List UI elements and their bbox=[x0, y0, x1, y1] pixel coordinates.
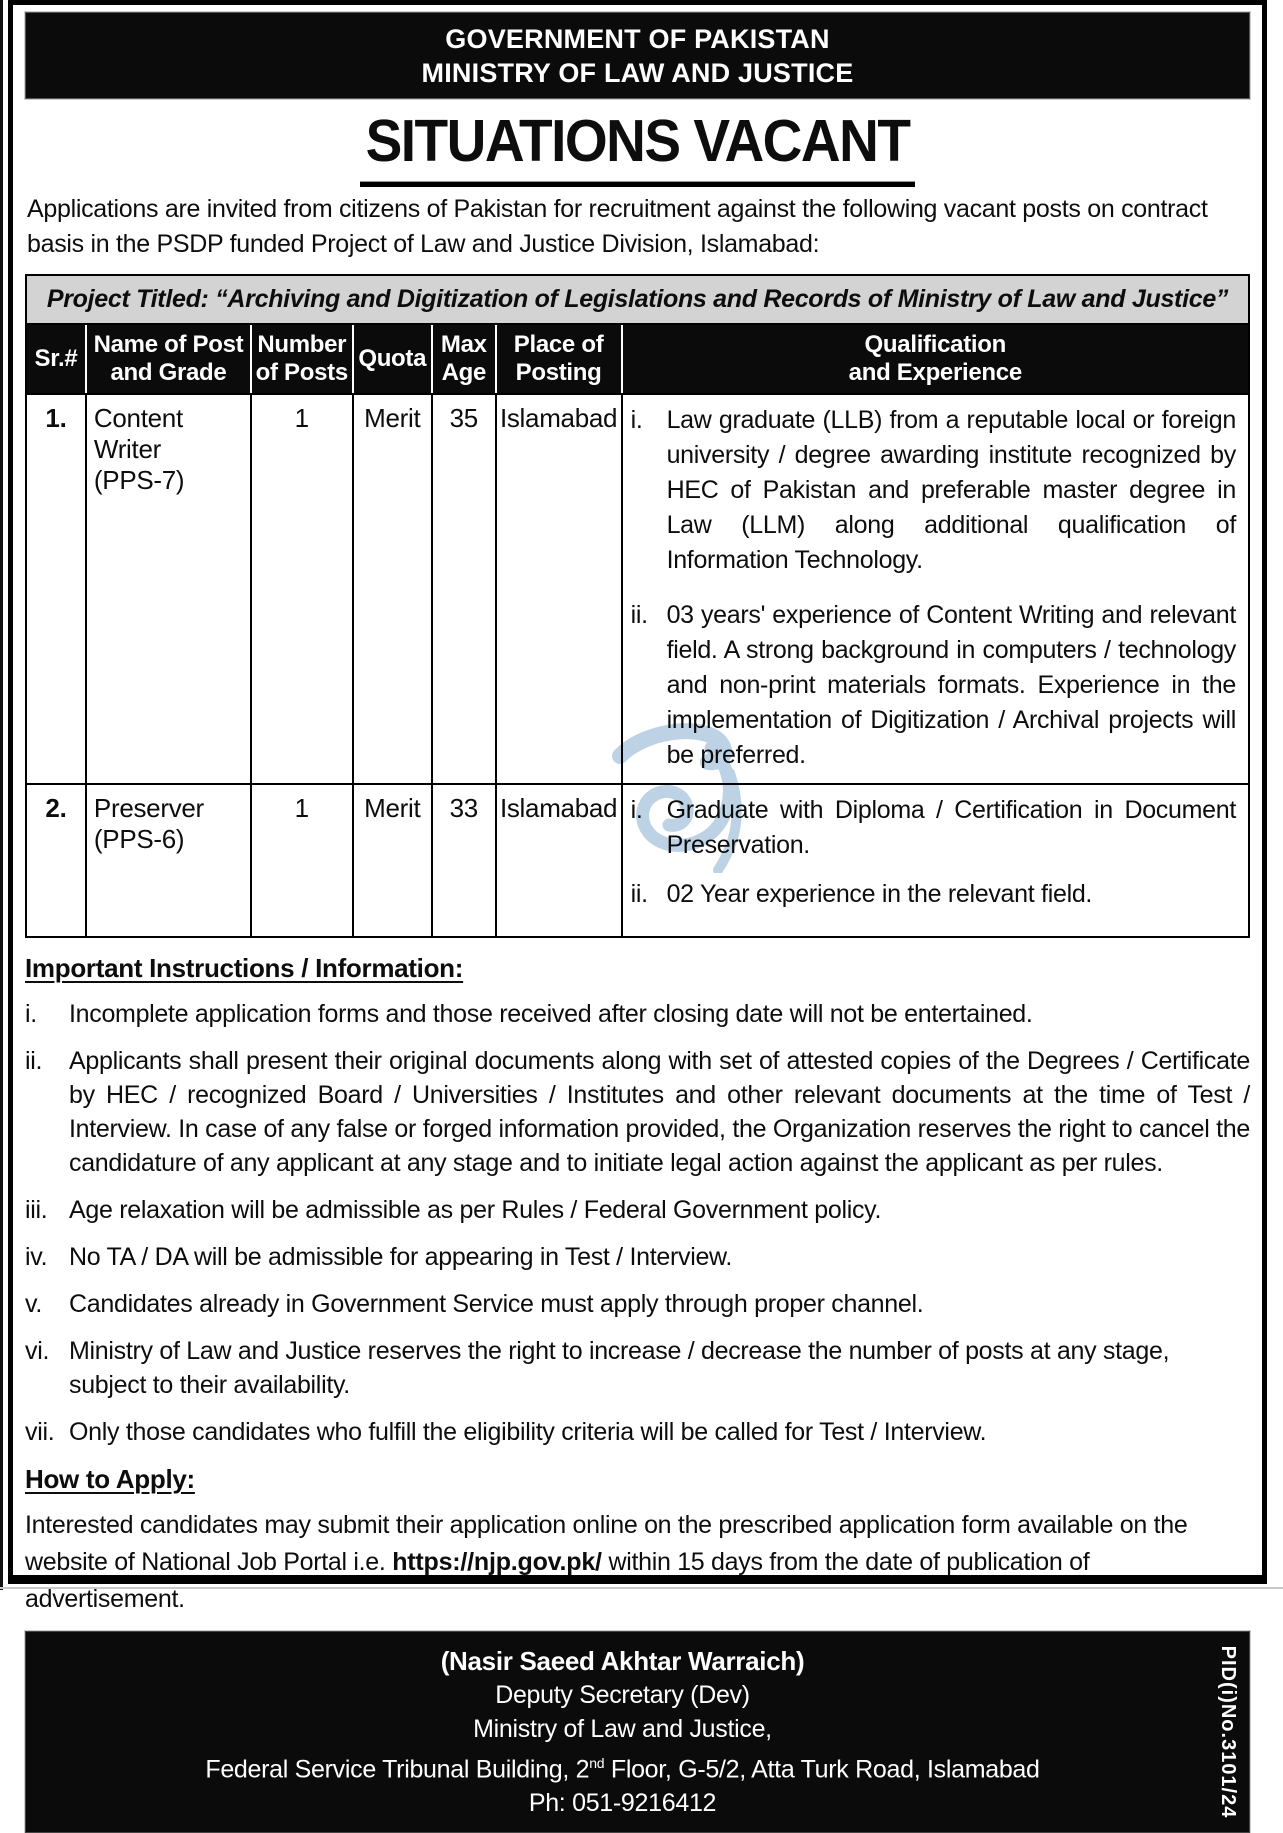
instruction-text: No TA / DA will be admissible for appearing in Test / Interview. bbox=[69, 1243, 733, 1271]
list-marker: iv. bbox=[25, 1243, 48, 1271]
ministry-name: MINISTRY OF LAW AND JUSTICE bbox=[421, 58, 854, 88]
signatory-designation: Deputy Secretary (Dev) bbox=[495, 1681, 750, 1709]
phone-number: Ph: 051-9216412 bbox=[528, 1789, 717, 1818]
how-to-apply-paragraph bbox=[25, 1507, 1250, 1618]
newspaper-column-rule-left bbox=[0, 0, 3, 1590]
instruction-item bbox=[25, 1193, 1250, 1227]
instruction-item bbox=[25, 1287, 1250, 1321]
row2-number-of-posts: 1 bbox=[251, 784, 353, 937]
instruction-item bbox=[25, 1415, 1250, 1449]
list-marker: i. bbox=[25, 1000, 37, 1028]
row1-post bbox=[86, 394, 251, 784]
row2-max-age: 33 bbox=[432, 784, 496, 937]
list-marker: ii. bbox=[630, 880, 648, 908]
list-marker: iii. bbox=[25, 1196, 48, 1224]
qualification-item bbox=[631, 877, 1238, 912]
row2-qualifications bbox=[622, 784, 1249, 937]
qualification-text: Law graduate (LLB) from a reputable local or foreign university / degree awarding institute recognized by HEC of Pakistan and preferable master degree in Law (LLM) along additional qualification of Information Technology. bbox=[666, 406, 1236, 574]
signatory-address: Federal Service Tribunal Building, 2nd Floor, G-5/2, Atta Turk Road, Islamabad bbox=[205, 1755, 1040, 1784]
signatory-ministry: Ministry of Law and Justice, bbox=[473, 1715, 772, 1743]
table-row bbox=[26, 394, 1249, 784]
row1-max-age: 35 bbox=[432, 394, 496, 784]
instruction-item bbox=[25, 1334, 1250, 1402]
row2-serial: 2. bbox=[26, 784, 86, 937]
column-header-age: Max Age bbox=[432, 324, 496, 394]
row2-post-grade: (PPS-6) bbox=[93, 824, 185, 854]
government-name: GOVERNMENT OF PAKISTAN bbox=[445, 24, 830, 54]
column-header-number: Number of Posts bbox=[251, 324, 353, 394]
list-marker: v. bbox=[25, 1290, 42, 1318]
list-marker: i. bbox=[630, 406, 643, 434]
list-marker: vii. bbox=[25, 1418, 55, 1446]
row1-place: Islamabad bbox=[496, 394, 622, 784]
project-title-row bbox=[26, 275, 1249, 324]
application-url: https://njp.gov.pk/ bbox=[392, 1548, 602, 1576]
signatory-name: (Nasir Saeed Akhtar Warraich) bbox=[440, 1646, 805, 1676]
instruction-item bbox=[25, 1240, 1250, 1274]
pid-advertisement-number: PID(i)No.3101/24 bbox=[1217, 1645, 1239, 1819]
row2-post bbox=[86, 784, 251, 937]
row2-post-name: Preserver bbox=[93, 793, 204, 823]
qualification-item bbox=[631, 793, 1238, 863]
instruction-text: Candidates already in Government Service must apply through proper channel. bbox=[69, 1290, 924, 1318]
instruction-text: Age relaxation will be admissible as per Rules / Federal Government policy. bbox=[69, 1196, 882, 1224]
instruction-item bbox=[25, 1044, 1250, 1180]
instruction-text: Ministry of Law and Justice reserves the right to increase / decrease the number of posts at any stage, subject to their availability. bbox=[69, 1337, 1170, 1399]
vacancies-table bbox=[25, 274, 1250, 938]
intro-paragraph: Applications are invited from citizens of Pakistan for recruitment against the following vacant posts on contract basis in the PSDP funded Project of Law and Justice Division, Islamabad: bbox=[27, 195, 1208, 258]
column-header-qualification: Qualification and Experience bbox=[622, 324, 1249, 394]
instruction-text: Only those candidates who fulfill the eligibility criteria will be called for Test / Interview. bbox=[69, 1418, 987, 1446]
apply-text-before: Interested candidates may submit their application online on the prescribed application form available on the website of National Job Portal i.e. bbox=[25, 1511, 1188, 1576]
list-marker: ii. bbox=[630, 601, 648, 629]
signatory-footer-banner bbox=[25, 1631, 1250, 1833]
project-title: Project Titled: “Archiving and Digitization of Legislations and Records of Ministry of Law and Justice” bbox=[26, 275, 1249, 324]
table-header-row bbox=[26, 324, 1249, 394]
row2-place: Islamabad bbox=[496, 784, 622, 937]
list-marker: ii. bbox=[25, 1047, 43, 1075]
qualification-item bbox=[631, 598, 1238, 773]
apply-text-after: within 15 days from the date of publication of advertisement. bbox=[25, 1548, 1090, 1613]
qualification-text: 03 years' experience of Content Writing and relevant field. A strong background in computers / technology and non-print materials formats. Experience in the implementation of Digitization / Archival projects will be preferred. bbox=[666, 601, 1236, 769]
instruction-text: Applicants shall present their original documents along with set of attested copies of the Degrees / Certificate by HEC / recognized Board / Universities / Institutes and other relevant documents at the time of Test / Interview. In case of any false or forged information provided, the Organization reserves the right to cancel the candidature of any applicant at any stage and to initiate legal action against the applicant as per rules. bbox=[69, 1047, 1250, 1177]
instruction-item bbox=[25, 997, 1250, 1031]
qualification-text: 02 Year experience in the relevant field. bbox=[666, 880, 1093, 908]
column-header-quota: Quota bbox=[353, 324, 432, 394]
qualification-text: Graduate with Diploma / Certification in Document Preservation. bbox=[666, 796, 1236, 859]
row2-quota: Merit bbox=[353, 784, 432, 937]
row1-serial: 1. bbox=[26, 394, 86, 784]
column-header-sr: Sr.# bbox=[26, 324, 86, 394]
government-header-banner bbox=[25, 12, 1250, 99]
instruction-text: Incomplete application forms and those received after closing date will not be entertained. bbox=[69, 1000, 1033, 1028]
how-to-apply-heading: How to Apply: bbox=[25, 1464, 195, 1494]
qualification-item bbox=[631, 403, 1238, 578]
row1-number-of-posts: 1 bbox=[251, 394, 353, 784]
column-header-post: Name of Post and Grade bbox=[86, 324, 251, 394]
row1-qualifications bbox=[622, 394, 1249, 784]
row1-post-grade: (PPS-7) bbox=[93, 465, 185, 495]
row1-quota: Merit bbox=[353, 394, 432, 784]
page-title: SITUATIONS VACANT bbox=[360, 106, 916, 187]
list-marker: i. bbox=[630, 796, 643, 824]
column-header-place: Place of Posting bbox=[496, 324, 622, 394]
table-row bbox=[26, 784, 1249, 937]
list-marker: vi. bbox=[25, 1337, 50, 1365]
instructions-heading: Important Instructions / Information: bbox=[25, 953, 464, 983]
advertisement-frame bbox=[8, 0, 1267, 1819]
row1-post-name: Content Writer bbox=[93, 403, 183, 464]
